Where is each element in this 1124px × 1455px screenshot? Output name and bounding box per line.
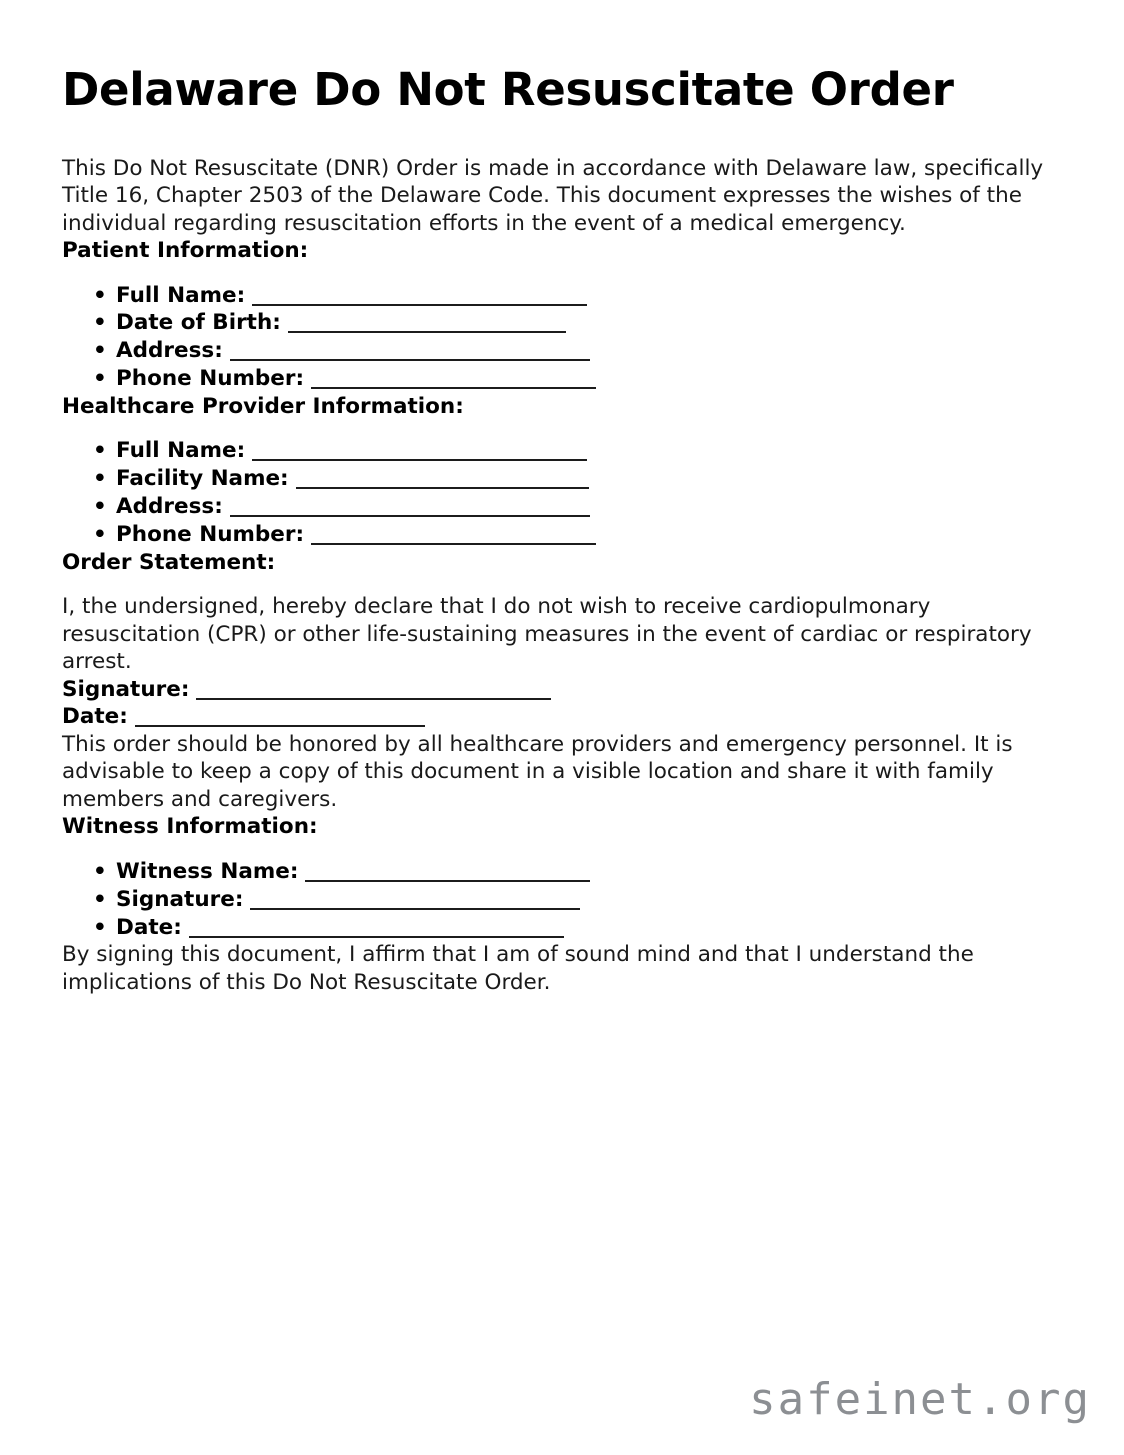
signature-label: Signature: (62, 676, 190, 702)
intro-paragraph: This Do Not Resuscitate (DNR) Order is made in accordance with Delaware law, specifically Title 16, Chapter 2503 of the Delaware Code. This document expresses the wishes of the individual regarding resuscitation efforts in the event of a medical emergency. (62, 155, 1044, 236)
list-item (62, 437, 1062, 465)
fill-in-rule[interactable] (296, 487, 589, 489)
fill-in-rule[interactable] (189, 936, 564, 938)
signature-line (62, 676, 1062, 704)
date-label: Date: (62, 704, 128, 730)
document-content (62, 63, 1062, 996)
fill-in-rule[interactable] (252, 304, 587, 306)
fill-in-rule[interactable] (230, 515, 590, 517)
order-statement-heading: Order Statement: (62, 549, 276, 575)
fill-in-rule[interactable] (230, 359, 590, 361)
provider-information-fields (62, 437, 1062, 548)
field-label: Full Name: (116, 438, 246, 464)
field-label: Date of Birth: (116, 310, 281, 336)
list-item (62, 282, 1062, 310)
list-item (62, 886, 1062, 914)
patient-information-fields (62, 282, 1062, 393)
witness-information-fields (62, 858, 1062, 941)
list-item (62, 493, 1062, 521)
fill-in-rule[interactable] (252, 459, 587, 461)
list-item (62, 914, 1062, 942)
honor-paragraph: This order should be honored by all healthcare providers and emergency personnel. It is advisable to keep a copy of this document in a visible location and share it with family members and caregivers. (62, 731, 1013, 812)
provider-information-heading: Healthcare Provider Information: (62, 393, 464, 419)
list-item (62, 465, 1062, 493)
fill-in-rule[interactable] (305, 880, 590, 882)
page-title: Delaware Do Not Resuscitate Order (62, 63, 954, 116)
site-watermark: safeinet.org (749, 1374, 1091, 1425)
order-statement-body: I, the undersigned, hereby declare that I do not wish to receive cardiopulmonary resuscitation (CPR) or other life-sustaining measures in the event of cardiac or respiratory arrest. (62, 594, 1032, 675)
witness-information-heading: Witness Information: (62, 814, 318, 840)
fill-in-rule[interactable] (288, 331, 566, 333)
field-label: Full Name: (116, 282, 246, 308)
list-item (62, 309, 1062, 337)
field-label: Facility Name: (116, 466, 289, 492)
list-item (62, 337, 1062, 365)
list-item (62, 365, 1062, 393)
field-label: Phone Number: (116, 366, 305, 392)
fill-in-rule[interactable] (250, 908, 580, 910)
signature-rule[interactable] (196, 698, 551, 700)
list-item (62, 521, 1062, 549)
fill-in-rule[interactable] (311, 543, 596, 545)
field-label: Date: (116, 914, 182, 940)
fill-in-rule[interactable] (311, 387, 596, 389)
field-label: Phone Number: (116, 521, 305, 547)
field-label: Address: (116, 338, 223, 364)
list-item (62, 858, 1062, 886)
date-rule[interactable] (135, 725, 425, 727)
affirmation-paragraph: By signing this document, I affirm that I am of sound mind and that I understand the implications of this Do Not Resuscitate Order. (62, 942, 974, 995)
field-label: Witness Name: (116, 858, 299, 884)
date-line (62, 703, 1062, 731)
patient-information-heading: Patient Information: (62, 238, 309, 264)
field-label: Signature: (116, 886, 244, 912)
field-label: Address: (116, 494, 223, 520)
